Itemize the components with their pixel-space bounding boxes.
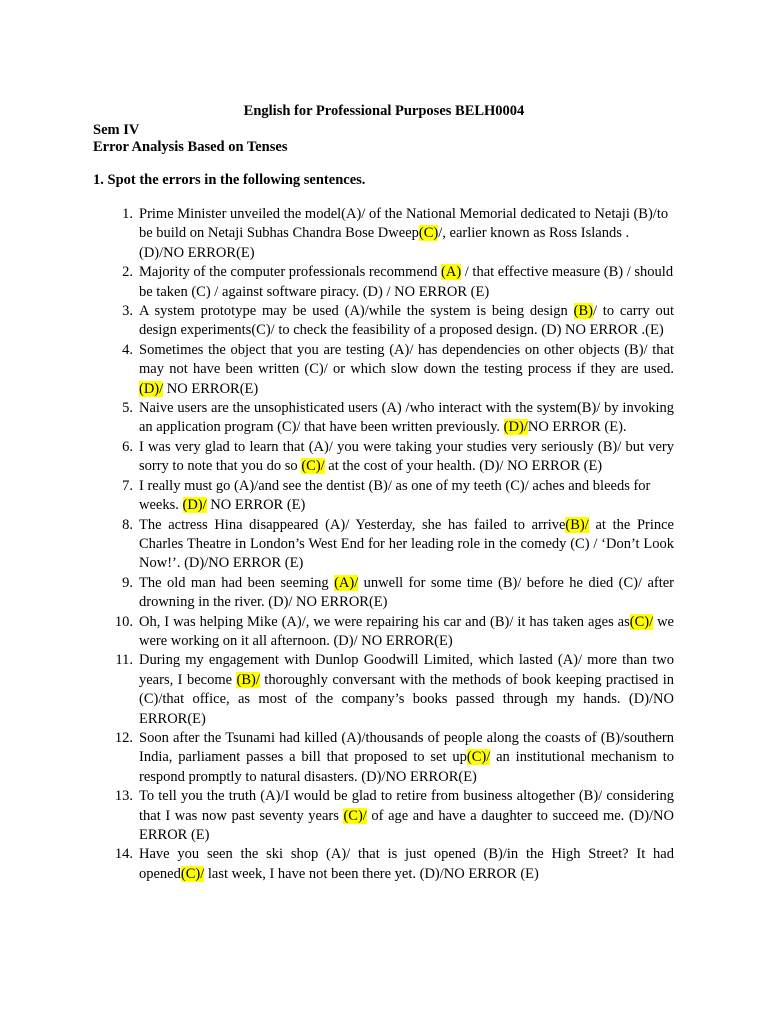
document-title: English for Professional Purposes BELH0004 [243,103,525,119]
item-text: NO ERROR (E) [206,497,306,514]
list-item [93,477,674,516]
item-text: unwell for some time (B)/ before he died (C)/ after drowning in the river. (D)/ NO ERROR(E) [139,574,674,611]
item-text: I was very glad to learn that (A)/ you were taking your studies very seriously (B)/ but very sorry to note that you do so [139,438,674,475]
item-text: The actress Hina disappeared (A)/ Yesterday, she has failed to arrive [139,516,566,533]
highlighted-answer: (C)/ [343,807,367,824]
list-item [93,263,674,302]
item-number: 4. [122,341,133,358]
list-item [93,845,674,884]
item-text: I really must go (A)/and see the dentist (B)/ as one of my teeth (C)/ aches and bleeds for weeks. [139,477,651,514]
highlighted-answer: (D)/ [503,419,528,436]
highlighted-answer: (C) [418,225,439,242]
item-number: 5. [122,400,133,417]
list-item [93,341,674,399]
item-text: Have you seen the ski shop (A)/ that is just opened (B)/in the High Street? It had opened [139,846,674,882]
item-number: 14. [114,846,133,863]
item-text: of age and have a daughter to succeed me. (D)/NO ERROR (E) [139,807,674,843]
list-item [93,787,674,845]
item-text: Sometimes the object that you are testing (A)/ has dependencies on other objects (B)/ that may not have been written (C)/ or which slow down the testing process if they are used. [139,341,674,378]
highlighted-answer: (C)/ [629,613,654,630]
list-item [93,729,674,787]
list-item [93,302,674,341]
sentence-list [93,205,674,884]
highlighted-answer: (B)/ [236,671,260,688]
item-text: / that effective measure (B) / should be taken (C) / against software piracy. (D) / NO ERROR (E) [139,264,674,300]
highlighted-answer: (C)/ [466,749,491,766]
item-text: A system prototype may be used (A)/while the system is being design [139,303,574,320]
highlighted-answer: (C)/ [180,865,205,882]
item-text: an institutional mechanism to respond promptly to natural disasters. (D)/NO ERROR(E) [139,749,674,785]
list-item [93,205,674,263]
item-number: 12. [114,729,133,746]
topic-label: Error Analysis Based on Tenses [93,139,288,155]
item-text: thoroughly conversant with the methods of book keeping practised in (C)/that office, as most of the company’s books passed through my hands. (D)/NO ERROR(E) [139,671,674,727]
list-item [93,438,674,477]
item-number: 3. [122,303,133,320]
item-text: / to carry out design experiments(C)/ to check the feasibility of a proposed design. (D) NO ERROR .(E) [139,303,675,339]
item-text: Naive users are the unsophisticated users (A) /who interact with the system(B)/ by invoking an application program (C)/ that have been written previously. [139,400,674,436]
highlighted-answer: (A)/ [334,574,359,591]
item-text: During my engagement with Dunlop Goodwill Limited, which lasted (A)/ more than two years, I become [139,652,674,688]
list-item [93,399,674,438]
item-number: 9. [122,574,133,591]
item-text: NO ERROR(E) [163,380,259,397]
item-text: Soon after the Tsunami had killed (A)/thousands of people along the coasts of (B)/southern India, parliament passes a bill that proposed to set up [139,729,674,766]
item-text: The old man had been seeming [139,574,335,591]
item-text: last week, I have not been there yet. (D)/NO ERROR (E) [204,865,539,882]
item-text: at the Prince Charles Theatre in London’s West End for her leading role in the comedy (C) / ‘Don’t Look Now!’. (D)/NO ERROR (E) [139,516,674,572]
list-item [93,613,674,652]
item-text: at the cost of your health. (D)/ NO ERROR (E) [324,458,603,475]
item-number: 11. [115,652,133,669]
item-number: 1. [122,206,133,222]
item-number: 8. [122,516,133,533]
item-number: 10. [114,613,133,630]
item-text: /, earlier known as Ross Islands . (D)/NO ERROR(E) [139,225,630,261]
item-text: Prime Minister unveiled the model(A)/ of the National Memorial dedicated to Netaji (B)/to be build on Netaji Subhas Chandra Bose Dweep [139,206,669,242]
item-text: Majority of the computer professionals recommend [139,264,442,281]
semester-label: Sem IV [93,122,140,138]
item-text: we were working on it all afternoon. (D)/ NO ERROR(E) [139,613,674,649]
highlighted-answer: (A) [441,264,462,281]
highlighted-answer: (B) [573,303,593,320]
highlighted-answer: (C)/ [301,458,325,475]
list-item [93,651,674,729]
section-heading: 1. Spot the errors in the following sentences. [93,172,366,188]
highlighted-answer: (B)/ [565,516,589,533]
item-number: 7. [122,477,133,494]
item-text: To tell you the truth (A)/I would be glad to retire from business altogether (B)/ considering that I was now past seventy years [139,788,674,824]
list-item [93,516,674,574]
list-item [93,574,674,613]
highlighted-answer: (D)/ [182,497,207,514]
item-number: 6. [122,438,133,455]
item-text: Oh, I was helping Mike (A)/, we were repairing his car and (B)/ it has taken ages as [139,613,630,630]
item-number: 13. [114,788,133,805]
item-number: 2. [122,264,133,281]
item-text: NO ERROR (E). [527,419,627,436]
highlighted-answer: (D)/ [139,380,164,397]
